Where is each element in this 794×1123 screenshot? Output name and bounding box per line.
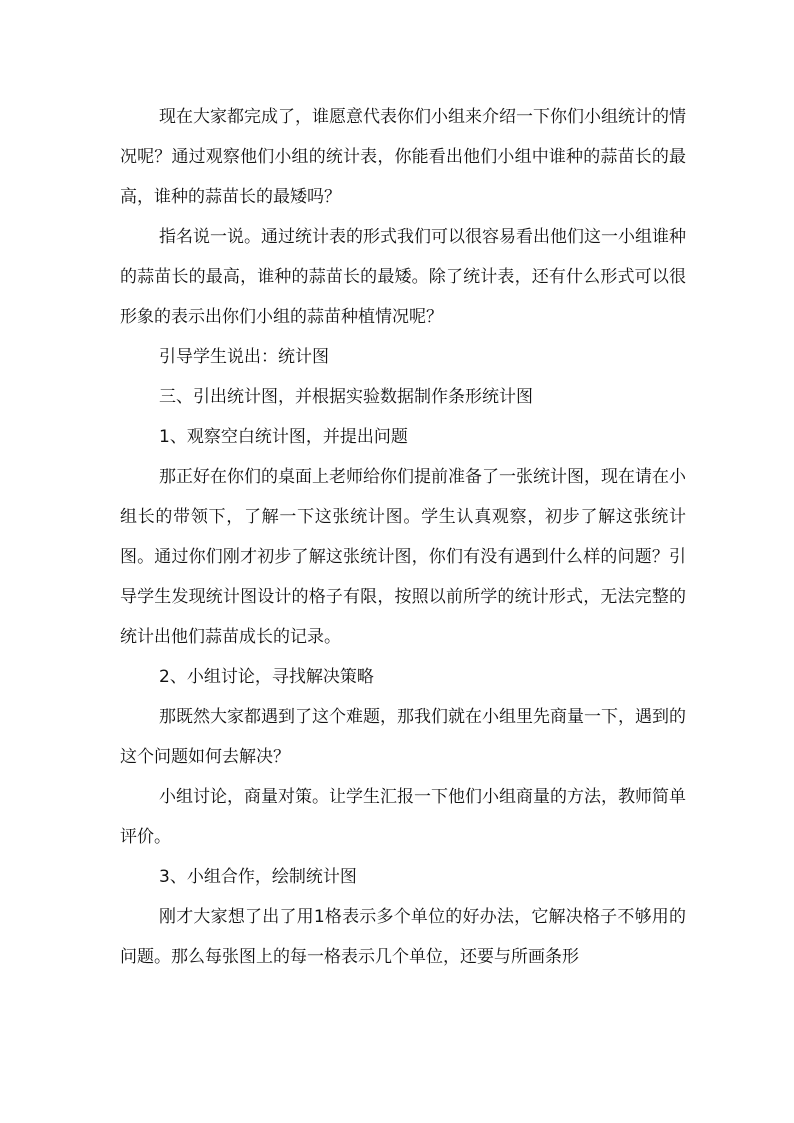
paragraph-2: 指名说一说。通过统计表的形式我们可以很容易看出他们这一小组谁种的蒜苗长的最高，谁种的蒜苗长的最矮。除了统计表，还有什么形式可以很形象的表示出你们小组的蒜苗种植情况呢？ (120, 227, 686, 327)
subheading-2: 2、小组讨论，寻找解决策略 (159, 667, 374, 687)
paragraph-4: 那正好在你们的桌面上老师给你们提前准备了一张统计图，现在请在小组长的带领下，了解一下这张统计图。学生认真观察，初步了解这张统计图。通过你们刚才初步了解这张统计图，你们有没有遇到什么样的问题？引导学生发现统计图设计的格子有限，按照以前所学的统计形式，无法完整的统计出他们蒜苗成长的记录。 (120, 467, 686, 647)
paragraph-6: 小组讨论，商量对策。让学生汇报一下他们小组商量的方法，教师简单评价。 (120, 787, 686, 847)
subheading-3: 3、小组合作，绘制统计图 (159, 867, 357, 887)
section-heading-3: 三、引出统计图，并根据实验数据制作条形统计图 (159, 387, 533, 407)
subheading-1: 1、观察空白统计图，并提出问题 (159, 427, 408, 447)
paragraph-1: 现在大家都完成了，谁愿意代表你们小组来介绍一下你们小组统计的情况呢？通过观察他们小组的统计表，你能看出他们小组中谁种的蒜苗长的最高，谁种的蒜苗长的最矮吗？ (120, 107, 686, 207)
paragraph-3: 引导学生说出：统计图 (159, 347, 329, 367)
paragraph-5: 那既然大家都遇到了这个难题，那我们就在小组里先商量一下，遇到的这个问题如何去解决？ (120, 707, 686, 767)
paragraph-7: 刚才大家想了出了用1格表示多个单位的好办法，它解决格子不够用的问题。那么每张图上的每一格表示几个单位，还要与所画条形 (120, 907, 686, 967)
document-body (120, 97, 686, 977)
